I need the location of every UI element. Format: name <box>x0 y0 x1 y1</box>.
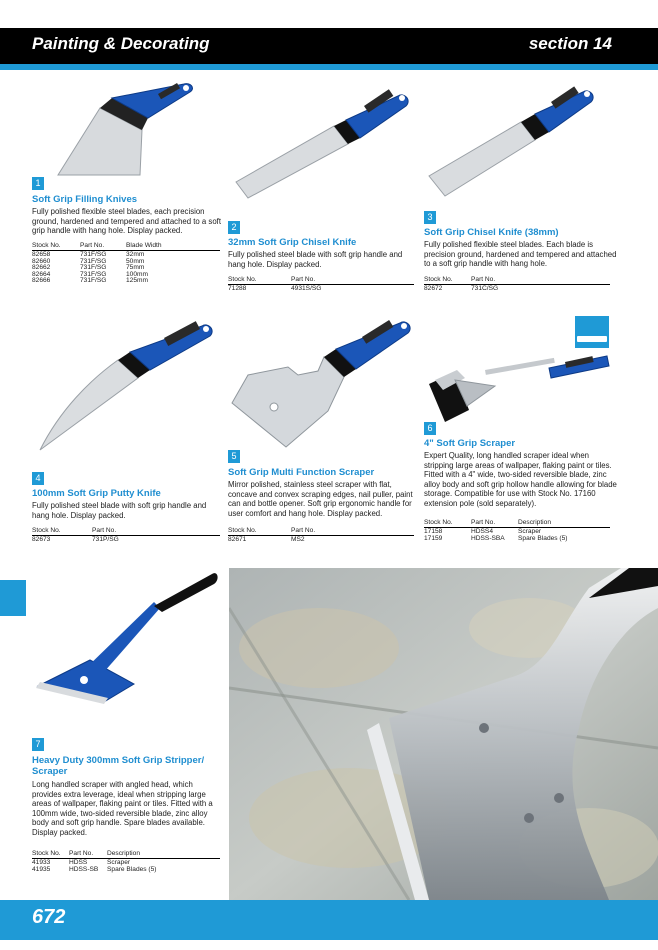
column-header: Blade Width <box>126 242 220 251</box>
product-title: 32mm Soft Grip Chisel Knife <box>228 237 357 248</box>
table-row: 71288 4931S/SG <box>228 285 322 293</box>
product-number-badge: 4 <box>32 472 44 485</box>
product-title: Soft Grip Multi Function Scraper <box>228 467 375 478</box>
table-row: 41935 HDSS-SB Spare Blades (5) <box>32 865 157 873</box>
product-number-badge: 3 <box>424 211 436 224</box>
table-row: 17159 HDSS-SBA Spare Blades (5) <box>424 534 568 542</box>
filling-knife-image <box>40 80 210 180</box>
column-header: Part No. <box>69 850 107 859</box>
chisel-knife-32mm-image <box>228 80 418 200</box>
column-header: Part No. <box>291 527 414 536</box>
column-header: Part No. <box>291 276 414 285</box>
table-row: 82662 731F/SG 75mm <box>32 264 145 272</box>
column-header: Stock No. <box>32 850 69 859</box>
column-header: Part No. <box>471 519 518 528</box>
spec-table <box>424 276 610 293</box>
multi-function-scraper-image <box>228 315 418 455</box>
product-description: Expert Quality, long handled scraper ideal when stripping large areas of wallpaper, flaking paint or tiles. Fitted with a 4" wide, two-sided reversible blade, zinc alloy body and soft grip hollow handle allowing for blade storage. Compatible for use with Stock No. 17160 extension pole (sold separately). <box>424 451 617 508</box>
table-row: 17158 HDSS4 Scraper <box>424 528 542 536</box>
product-title: 100mm Soft Grip Putty Knife <box>32 488 161 499</box>
column-header: Stock No. <box>424 276 471 285</box>
column-header: Stock No. <box>424 519 471 528</box>
product-description: Long handled scraper with angled head, which provides extra leverage, ideal when stripping large areas of wallpaper, flaking paint or tiles. Fitted with a 100mm wide, two-sided reversible blade, zinc alloy body and soft grip handle. Spare blades available. Display packed. <box>32 780 213 837</box>
scraper-in-use-photo <box>229 568 658 900</box>
product-number-badge: 6 <box>424 422 436 435</box>
product-number-badge: 7 <box>32 738 44 751</box>
draper-expert-logo <box>575 316 609 348</box>
chisel-knife-38mm-image <box>425 80 610 200</box>
product-title: 4" Soft Grip Scraper <box>424 438 516 449</box>
table-row: 82671 MS2 <box>228 536 305 544</box>
product-number-badge: 2 <box>228 221 240 234</box>
product-description: Mirror polished, stainless steel scraper with flat, concave and convex scraping edges, nail puller, paint can and bottle opener. Soft grip ergonomic handle for user comfort and hang hole. Display packed. <box>228 480 413 518</box>
table-row: 82672 731C/SG <box>424 285 499 293</box>
heavy-duty-stripper-image <box>34 568 224 708</box>
column-header: Stock No. <box>32 527 92 536</box>
table-row: 82673 731P/SG <box>32 536 119 544</box>
page-number: 672 <box>32 906 66 928</box>
table-row: 82660 731F/SG 50mm <box>32 257 145 265</box>
column-header: Description <box>518 519 610 528</box>
spec-table <box>32 527 220 544</box>
column-header: Description <box>107 850 220 859</box>
product-description: Fully polished flexible steel blades. Each blade is precision ground, hardened and tempered and attached to a soft grip handle with hang hole. <box>424 240 617 268</box>
section-label: section 14 <box>528 34 612 53</box>
column-header: Part No. <box>471 276 610 285</box>
column-header: Part No. <box>92 527 220 536</box>
column-header: Stock No. <box>228 276 291 285</box>
product-description: Fully polished steel blade with soft grip handle and hang hole. Display packed. <box>228 250 403 269</box>
section-side-tab <box>0 580 26 616</box>
spec-table <box>424 519 610 542</box>
product-description: Fully polished steel blade with soft grip handle and hang hole. Display packed. <box>32 501 207 520</box>
table-row: 41933 HDSS Scraper <box>32 859 131 867</box>
table-row: 82658 731F/SG 32mm <box>32 251 145 259</box>
spec-table <box>228 527 414 544</box>
soft-grip-scraper-image <box>425 350 615 430</box>
product-description: Fully polished flexible steel blades, each precision ground, hardened and tempered and attached to a soft grip handle with hang hole. Display packed. <box>32 207 221 235</box>
table-row: 82664 731F/SG 100mm <box>32 270 148 278</box>
table-row: 82666 731F/SG 125mm <box>32 277 148 285</box>
spec-table <box>228 276 414 293</box>
spec-table <box>32 850 220 873</box>
spec-table <box>32 242 220 284</box>
footer-bar <box>0 900 658 940</box>
page-title: Painting & Decorating <box>32 34 210 53</box>
product-number-badge: 1 <box>32 177 44 190</box>
column-header: Stock No. <box>32 242 80 251</box>
product-title: Heavy Duty 300mm Soft Grip Stripper/ Scraper <box>32 755 205 777</box>
product-title: Soft Grip Filling Knives <box>32 194 138 205</box>
product-number-badge: 5 <box>228 450 240 463</box>
column-header: Stock No. <box>228 527 291 536</box>
product-title: Soft Grip Chisel Knife (38mm) <box>424 227 559 238</box>
putty-knife-image <box>30 320 225 460</box>
column-header: Part No. <box>80 242 126 251</box>
header-stripe <box>0 64 658 70</box>
